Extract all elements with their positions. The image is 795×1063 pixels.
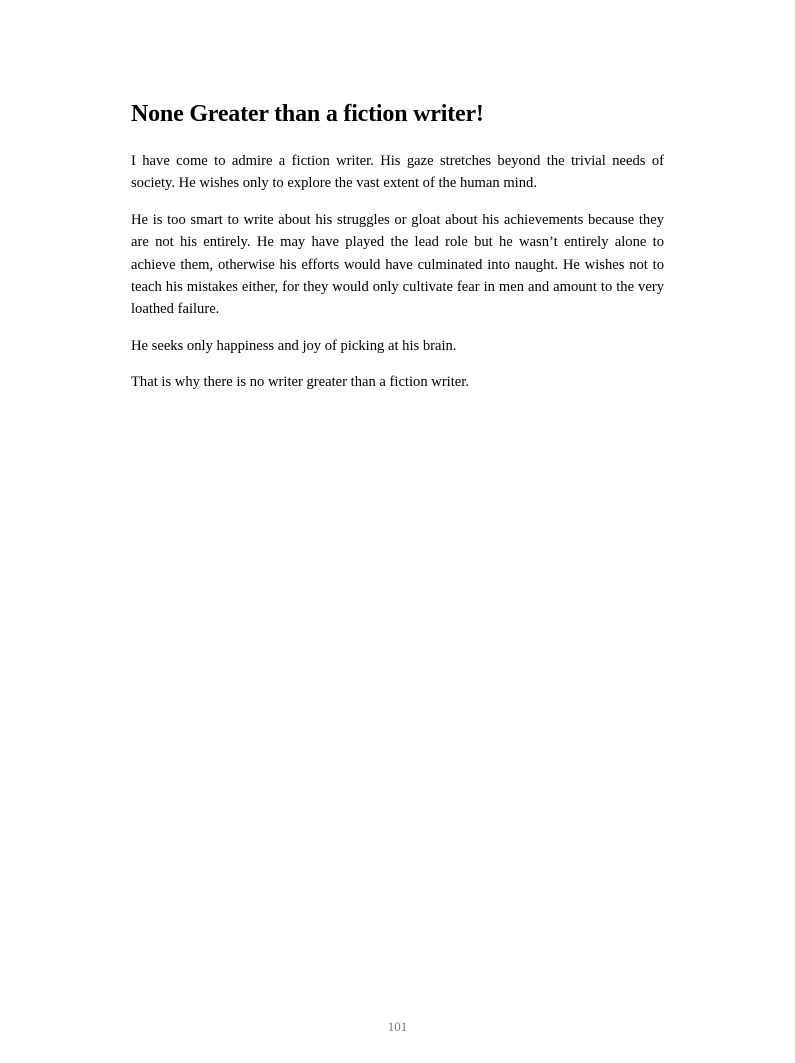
page-content	[131, 98, 664, 408]
page-number: 101	[387, 1019, 408, 1034]
paragraph-2: He is too smart to write about his struggles or gloat about his achievements because they are not his entirely. He may have played the lead role but he wasn’t entirely alone to achieve them, otherwise his efforts would have culminated into naught. He wishes not to teach his mistakes either, for they would only cultivate fear in men and amount to the very loathed failure.	[131, 211, 664, 318]
paragraph-4: That is why there is no writer greater than a fiction writer.	[131, 374, 469, 391]
paragraph-3: He seeks only happiness and joy of picking at his brain.	[131, 337, 457, 354]
paragraph-1: I have come to admire a fiction writer. His gaze stretches beyond the trivial needs of society. He wishes only to explore the vast extent of the human mind.	[131, 153, 664, 192]
page-title: None Greater than a fiction writer!	[131, 101, 484, 127]
